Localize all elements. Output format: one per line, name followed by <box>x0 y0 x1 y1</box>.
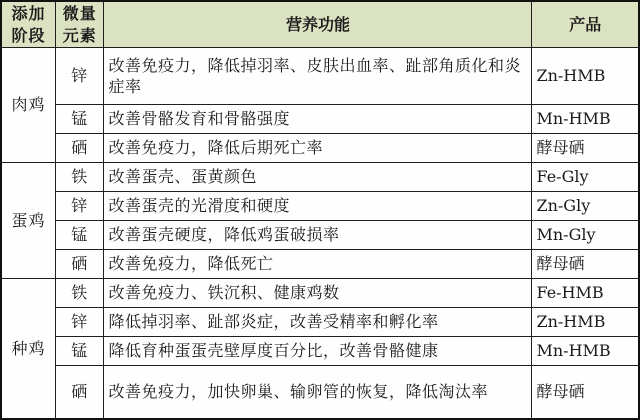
function-cell: 改善蛋壳的光滑度和硬度 <box>104 192 532 221</box>
product-cell: Zn-Gly <box>532 192 639 221</box>
element-cell: 硒 <box>56 250 104 279</box>
header-element-label: 微量元素 <box>62 4 97 45</box>
function-cell: 降低育种蛋蛋壳壁厚度百分比，改善骨骼健康 <box>104 337 532 366</box>
element-cell: 锰 <box>56 105 104 134</box>
product-cell: 酵母硒 <box>532 366 639 419</box>
element-cell: 硒 <box>56 134 104 163</box>
stage-cell-broiler: 肉鸡 <box>1 48 56 163</box>
table-row <box>1 250 639 279</box>
product-cell: Fe-HMB <box>532 279 639 308</box>
stage-cell-layer: 蛋鸡 <box>1 163 56 279</box>
product-cell: Mn-HMB <box>532 337 639 366</box>
function-cell: 改善免疫力，降低死亡 <box>104 250 532 279</box>
product-cell: Zn-HMB <box>532 308 639 337</box>
product-cell: Mn-HMB <box>532 105 639 134</box>
header-stage <box>1 1 56 48</box>
table-row <box>1 308 639 337</box>
function-cell: 改善蛋壳硬度，降低鸡蛋破损率 <box>104 221 532 250</box>
table-row <box>1 134 639 163</box>
function-cell: 改善蛋壳、蛋黄颜色 <box>104 163 532 192</box>
header-product: 产品 <box>532 1 639 48</box>
table-row <box>1 337 639 366</box>
product-cell: Fe-Gly <box>532 163 639 192</box>
product-cell: 酵母硒 <box>532 250 639 279</box>
table-row <box>1 279 639 308</box>
function-cell: 改善免疫力、铁沉积、健康鸡数 <box>104 279 532 308</box>
table-header-row <box>1 1 639 48</box>
table-row <box>1 192 639 221</box>
element-cell: 锌 <box>56 308 104 337</box>
element-cell: 硒 <box>56 366 104 419</box>
table-row <box>1 221 639 250</box>
product-cell: 酵母硒 <box>532 134 639 163</box>
table-row <box>1 366 639 419</box>
element-cell: 铁 <box>56 279 104 308</box>
product-cell: Zn-HMB <box>532 48 639 105</box>
element-cell: 锰 <box>56 221 104 250</box>
element-cell: 锰 <box>56 337 104 366</box>
header-stage-label: 添加阶段 <box>11 4 46 45</box>
table-row <box>1 163 639 192</box>
function-cell: 降低掉羽率、趾部炎症，改善受精率和孵化率 <box>104 308 532 337</box>
function-cell: 改善免疫力，降低后期死亡率 <box>104 134 532 163</box>
element-cell: 锌 <box>56 48 104 105</box>
function-cell: 改善骨骼发育和骨骼强度 <box>104 105 532 134</box>
table-row <box>1 105 639 134</box>
element-cell: 铁 <box>56 163 104 192</box>
function-cell: 改善免疫力，加快卵巢、输卵管的恢复，降低淘汰率 <box>104 366 532 419</box>
table-row <box>1 48 639 105</box>
header-function: 营养功能 <box>104 1 532 48</box>
stage-cell-breeder: 种鸡 <box>1 279 56 419</box>
product-cell: Mn-Gly <box>532 221 639 250</box>
element-cell: 锌 <box>56 192 104 221</box>
function-cell: 改善免疫力，降低掉羽率、皮肤出血率、趾部角质化和炎症率 <box>104 48 532 105</box>
header-element <box>56 1 104 48</box>
